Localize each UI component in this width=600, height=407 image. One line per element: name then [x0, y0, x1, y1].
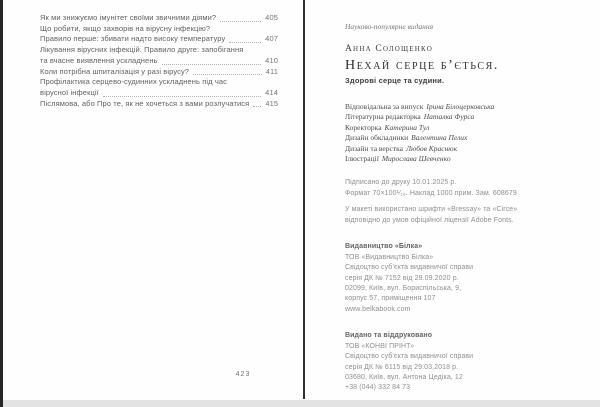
toc-page-number: 410: [265, 55, 278, 65]
book-subtitle: Здорові серце та судини.: [345, 76, 445, 85]
fonts-note-line: У макеті використано шрифти «Bressay» та «Circe»: [345, 206, 518, 214]
toc-entry: [40, 24, 278, 35]
credit-line: [345, 123, 600, 133]
credit-line: [345, 102, 600, 112]
printer-line: 03680, Київ, вул. Антона Цедіка, 12: [345, 373, 463, 381]
page-edge-bottom: [3, 400, 600, 407]
toc-dot-leader: [103, 96, 261, 97]
printer-block: [345, 331, 600, 393]
toc-dot-leader: [253, 106, 261, 107]
toc-page-number: 415: [265, 98, 279, 108]
publisher-line: корпус 57, приміщення 107: [345, 295, 436, 303]
toc-entry: [40, 77, 278, 88]
toc-entry-text: Профілактика серцево-судинних ускладнень під час: [40, 77, 227, 87]
credit-line: [345, 112, 600, 122]
credit-role: Дизайн та верстка: [345, 143, 403, 153]
publisher-line: Свідоцтво суб’єкта видавничої справи: [345, 264, 474, 272]
credit-name: Мирослава Шевченко: [381, 154, 451, 164]
folio-page-number: 423: [235, 371, 251, 378]
credits-block: [345, 102, 600, 164]
toc-dot-leader: [229, 42, 261, 43]
toc-page-number: 411: [265, 66, 278, 76]
toc-entry-text: Лікування вірусних інфекцій. Правило друге: запобігання: [40, 45, 244, 55]
credit-line: [345, 133, 600, 143]
publisher-line: серія ДК № 7152 від 29.09.2020 р.: [345, 274, 459, 282]
print-info-line: Підписано до друку 10.01.2025 р.: [345, 179, 457, 187]
toc-entry: [40, 45, 278, 56]
credit-role: Літературна редакторка: [345, 112, 421, 122]
credit-line: [345, 144, 600, 154]
toc-entry-text: та вчасне виявлення ускладнень: [40, 55, 158, 65]
toc-dot-leader: [162, 64, 262, 65]
credit-role: Коректорка: [345, 122, 382, 132]
toc-page-number: 414: [265, 87, 278, 97]
author-name: Анна Солощенко: [345, 44, 433, 54]
toc-page-number: 407: [265, 34, 278, 44]
credit-name: Ірина Білоцерковська: [426, 102, 495, 111]
left-page: [3, 0, 303, 400]
toc-entry: [40, 99, 278, 110]
toc-entry-text: Правило перше: збивати надто високу температуру: [40, 34, 226, 44]
table-of-contents: [40, 13, 278, 109]
publisher-website: www.belkabook.com: [345, 305, 411, 313]
printer-phone: +38 (044) 332 84 73: [345, 384, 411, 392]
toc-entry-text: Коли потрібна шпиталізація у разі вірусу?: [40, 66, 190, 76]
printer-line: серія ДК № 6115 від 29.03.2018 р.: [345, 363, 459, 371]
toc-entry: [40, 88, 278, 99]
credit-line: [345, 154, 600, 164]
toc-page-number: 405: [265, 13, 278, 22]
printer-line: Свідоцтво суб’єкта видавничої справи: [345, 353, 474, 361]
toc-entry-text: Післямова, або Про те, як не хочеться з вами розлучатися: [40, 98, 250, 108]
credit-name: Катерина Тул: [384, 122, 430, 132]
toc-entry: [40, 34, 278, 45]
publisher-line: 02099, Київ, вул. Бориспільська, 9,: [345, 285, 462, 293]
right-page: [305, 0, 600, 400]
print-info-line: Формат 70×100¹⁄₁₆. Наклад 1000 прим. Зам. 608679: [345, 190, 517, 198]
book-title: Нехай серце б’ється.: [345, 58, 500, 73]
fonts-note-block: [345, 204, 600, 226]
edition-type: Науково-популярне видання: [345, 22, 434, 31]
toc-entry: [40, 13, 278, 24]
toc-entry: [40, 56, 278, 67]
credit-role: Ілюстрації: [345, 154, 379, 164]
printer-line: ТОВ «КОНВІ ПРІНТ»: [345, 342, 415, 350]
toc-entry: [40, 67, 278, 78]
print-info-block: [345, 177, 600, 199]
credit-role: Дизайн обкладинки: [345, 133, 409, 143]
credit-name: Валентина Пелих: [411, 133, 468, 143]
publisher-line: ТОВ «Видавництво Білка»: [345, 253, 434, 261]
publisher-block: [345, 242, 600, 315]
toc-entry-text: Що робити, якщо захворів на вірусну інфекцію?: [40, 23, 211, 33]
printer-heading: Видано та віддруковано: [345, 332, 433, 340]
fonts-note-line: відповідно до умов офіційної ліцензії Adobe Fonts.: [345, 217, 514, 225]
credit-name: Любов Краснюк: [405, 143, 458, 153]
publisher-heading: Видавництво «Білка»: [345, 243, 423, 251]
toc-entry-text: вірусної інфекції: [40, 87, 99, 97]
toc-entry-text: Як ми знижуємо імунітет своїми звичними діями?: [40, 13, 217, 22]
credit-name: Наталка Фурса: [423, 112, 475, 122]
toc-dot-leader: [193, 74, 262, 75]
credit-role: Відповідальна за випуск: [345, 102, 424, 111]
toc-dot-leader: [220, 21, 261, 22]
